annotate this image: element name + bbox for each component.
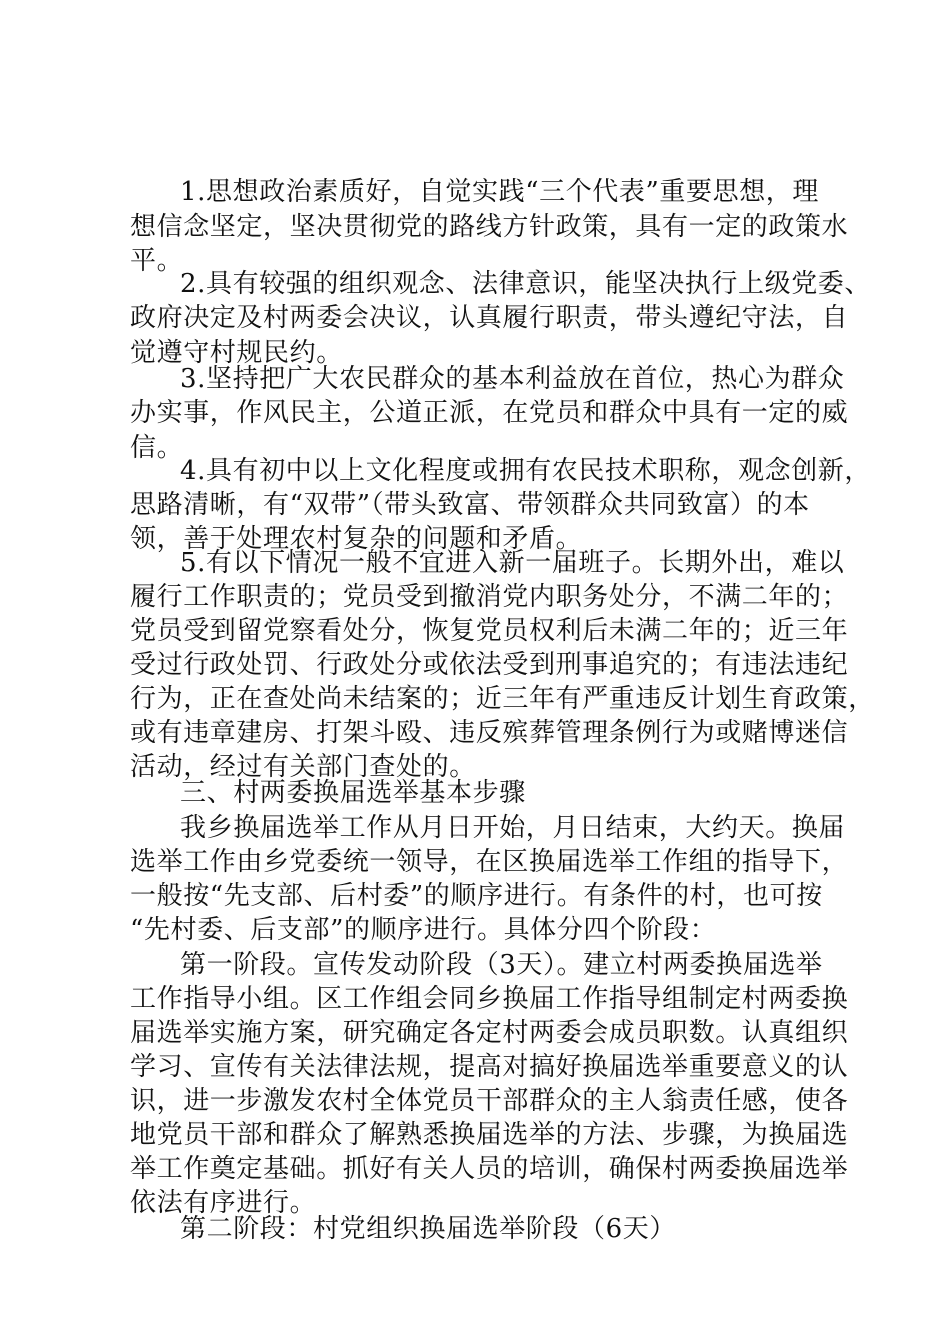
text-line: 识，进一步激发农村全体党员干部群众的主人翁责任感，使各 <box>130 1086 849 1116</box>
text-line: 2.具有较强的组织观念、法律意识，能坚决执行上级党委、 <box>180 269 872 299</box>
text-line: 信。 <box>130 433 184 463</box>
section-subheading: 第二阶段：村党组织换届选举阶段（6天） <box>180 1214 676 1244</box>
text-line: 4.具有初中以上文化程度或拥有农民技术职称，观念创新， <box>180 456 872 486</box>
text-line: 依法有序进行。 <box>130 1188 317 1218</box>
text-line: “先村委、后支部”的顺序进行。具体分四个阶段： <box>130 915 717 945</box>
text-line: 政府决定及村两委会决议，认真履行职责，带头遵纪守法，自 <box>130 303 849 333</box>
text-line: 受过行政处罚、行政处分或依法受到刑事追究的；有违法违纪 <box>130 650 849 680</box>
text-line: 履行工作职责的；党员受到撤消党内职务处分，不满二年的； <box>130 582 849 612</box>
text-line: 或有违章建房、打架斗殴、违反殡葬管理条例行为或赌博迷信 <box>130 718 849 748</box>
text-line: 举工作奠定基础。抓好有关人员的培训，确保村两委换届选举 <box>130 1154 849 1184</box>
text-line: 办实事，作风民主，公道正派，在党员和群众中具有一定的威 <box>130 398 849 428</box>
text-line: 行为，正在查处尚未结案的；近三年有严重违反计划生育政策， <box>130 684 875 714</box>
text-line: 1.思想政治素质好，自觉实践“三个代表”重要思想，理 <box>180 177 819 207</box>
text-line: 想信念坚定，坚决贯彻党的路线方针政策，具有一定的政策水 <box>130 212 849 242</box>
text-line: 选举工作由乡党委统一领导，在区换届选举工作组的指导下， <box>130 847 849 877</box>
text-line: 届选举实施方案，研究确定各定村两委会成员职数。认真组织 <box>130 1018 849 1048</box>
section-heading: 三、村两委换届选举基本步骤 <box>180 778 526 808</box>
text-line: 党员受到留党察看处分，恢复党员权利后未满二年的；近三年 <box>130 616 849 646</box>
text-line: 地党员干部和群众了解熟悉换届选举的方法、步骤，为换届选 <box>130 1120 849 1150</box>
text-line: 3.坚持把广大农民群众的基本利益放在首位，热心为群众 <box>180 364 845 394</box>
text-line: 觉遵守村规民约。 <box>130 338 343 368</box>
text-line: 5.有以下情况一般不宜进入新一届班子。长期外出，难以 <box>180 548 845 578</box>
text-line: 领，善于处理农村复杂的问题和矛盾。 <box>130 524 583 554</box>
text-line: 学习、宣传有关法律法规，提高对搞好换届选举重要意义的认 <box>130 1052 849 1082</box>
text-line: 工作指导小组。区工作组会同乡换届工作指导组制定村两委换 <box>130 984 849 1014</box>
text-line: 平。 <box>130 246 184 276</box>
text-line: 思路清晰，有“双带”（带头致富、带领群众共同致富）的本 <box>130 490 810 520</box>
text-line: 一般按“先支部、后村委”的顺序进行。有条件的村，也可按 <box>130 881 823 911</box>
text-line: 我乡换届选举工作从月日开始，月日结束，大约天。换届 <box>180 813 846 843</box>
text-line: 第一阶段。宣传发动阶段（3天）。建立村两委换届选举 <box>180 950 823 980</box>
text-line: 活动，经过有关部门查处的。 <box>130 752 476 782</box>
